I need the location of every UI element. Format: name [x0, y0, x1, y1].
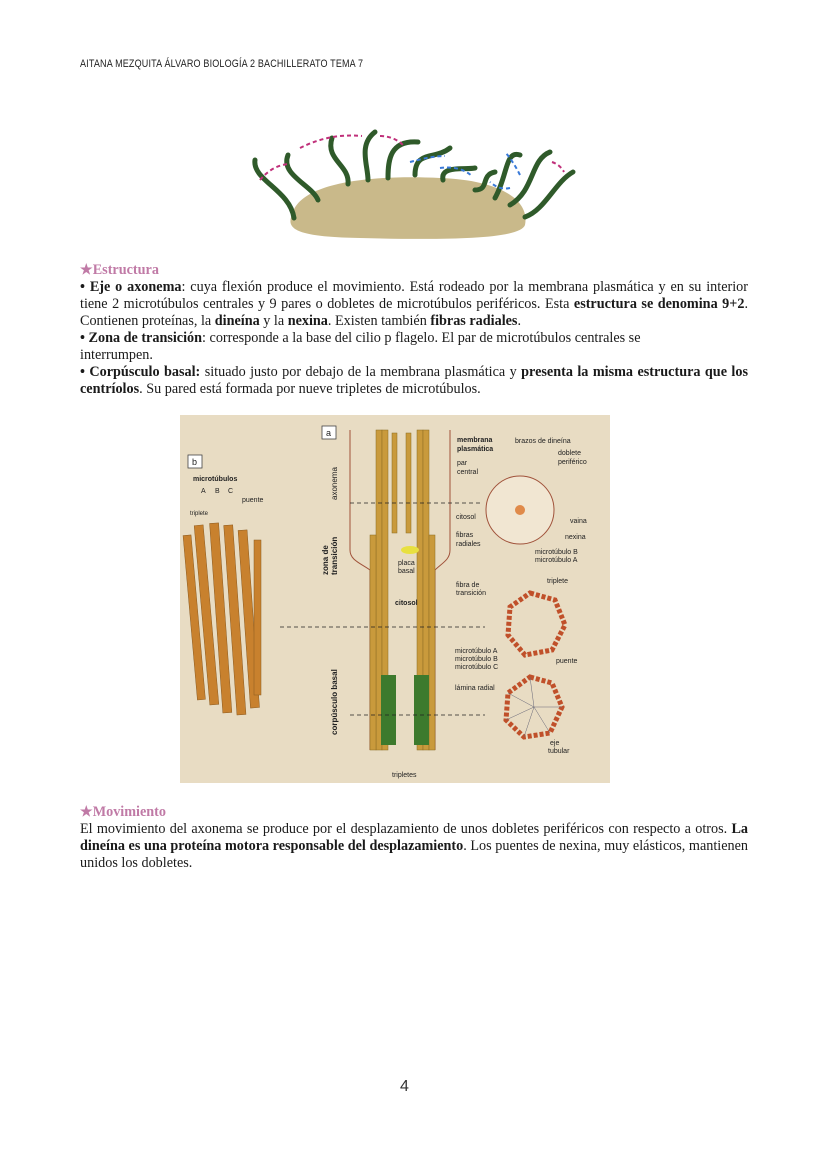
- label: C: [228, 488, 234, 495]
- label: par: [457, 460, 468, 467]
- movimiento-section: [80, 804, 748, 872]
- label: transición: [330, 536, 339, 575]
- bold-term: dineína: [214, 313, 260, 329]
- label: tripletes: [392, 772, 417, 779]
- label: microtúbulo A: [535, 557, 578, 564]
- bold-term: • Eje o axonema: [80, 279, 182, 295]
- text: . Existen también: [327, 313, 431, 329]
- label: triplete: [547, 578, 569, 585]
- label: nexina: [565, 534, 586, 541]
- axonema-paragraph: [80, 279, 748, 330]
- label: puente: [242, 497, 264, 504]
- label: puente: [556, 658, 578, 665]
- bold-term: La dineína es una proteína motora responsable del desplazamiento: [80, 821, 748, 854]
- label: triplete: [190, 511, 209, 517]
- label: fibras: [456, 532, 474, 539]
- label: basal: [398, 568, 415, 575]
- label: citosol: [395, 600, 418, 607]
- label: B: [215, 488, 220, 495]
- label: radiales: [456, 541, 481, 548]
- label: periférico: [558, 459, 587, 466]
- label: citosol: [456, 514, 476, 521]
- label: microtúbulo B: [455, 656, 498, 663]
- text: : cuya flexión produce el movimiento. Está rodeado por la membrana plasmática y en su interior tiene 2 microtúbulos centrales y 9 pares o dobletes de microtúbulos periféricos. Esta: [80, 279, 748, 312]
- text: .: [517, 313, 521, 329]
- label: vaina: [570, 518, 587, 525]
- triplet-ring: [508, 593, 565, 655]
- bold-term: nexina: [287, 313, 328, 329]
- label: central: [457, 469, 479, 476]
- text: . Contienen proteínas, la: [80, 296, 748, 329]
- panel-a-label: a: [326, 428, 332, 438]
- bold-term: fibras radiales: [430, 313, 518, 329]
- centriole-cylinder: [183, 523, 261, 715]
- label: microtúbulo C: [455, 664, 499, 671]
- label: doblete: [558, 450, 581, 457]
- label: A: [201, 488, 206, 495]
- label: placa: [398, 560, 415, 567]
- label: tubular: [548, 748, 570, 755]
- bold-term: • Corpúsculo basal:: [80, 364, 201, 380]
- text: situado justo por debajo de la membrana plasmática y: [200, 364, 522, 380]
- text: : corresponde a la base del cilio p flagelo. El par de microtúbulos centrales se interrumpen.: [80, 330, 641, 363]
- label: microtúbulo A: [455, 648, 498, 655]
- label: lámina radial: [455, 685, 495, 692]
- label: corpúsculo basal: [330, 669, 339, 735]
- movimiento-heading: ★Movimiento: [80, 804, 167, 820]
- text: . Los puentes de nexina, muy elásticos, mantienen unidos los dobletes.: [80, 838, 748, 871]
- label: zona de: [321, 545, 330, 575]
- label: microtúbulo B: [535, 549, 578, 556]
- cilium-structure-figure: [180, 415, 610, 783]
- figure-drawing: [180, 415, 610, 783]
- estructura-heading: ★Estructura: [80, 262, 159, 278]
- label: membrana: [457, 437, 493, 444]
- panel-b-label: b: [192, 457, 198, 467]
- text: . Su pared está formada por nueve tripletes de microtúbulos.: [139, 381, 481, 397]
- bold-term: • Zona de transición: [80, 330, 203, 346]
- label: plasmática: [457, 446, 494, 453]
- zona-transicion-paragraph: [80, 330, 680, 364]
- movimiento-paragraph: [80, 821, 748, 872]
- text: El movimiento del axonema se produce por el desplazamiento de unos dobletes periféricos con respecto a otros.: [80, 821, 732, 837]
- estructura-section: [80, 262, 748, 398]
- page-number: 4: [400, 1078, 409, 1095]
- document-header: AITANA MEZQUITA ÁLVARO BIOLOGÍA 2 BACHILLERATO TEMA 7: [80, 58, 364, 70]
- cilia-movement-illustration: [240, 120, 590, 250]
- label: fibra de: [456, 582, 480, 589]
- bold-term: estructura se denomina 9+2: [573, 296, 745, 312]
- text: y la: [259, 313, 288, 329]
- label: brazos de dineína: [515, 438, 571, 445]
- label: eje: [550, 740, 560, 747]
- label: transición: [456, 590, 486, 597]
- bold-term: presenta la misma estructura que los centríolos: [80, 364, 748, 397]
- label: microtúbulos: [193, 476, 238, 483]
- corpusculo-paragraph: [80, 364, 748, 398]
- label: axonema: [330, 467, 339, 500]
- cell-body: [290, 177, 525, 239]
